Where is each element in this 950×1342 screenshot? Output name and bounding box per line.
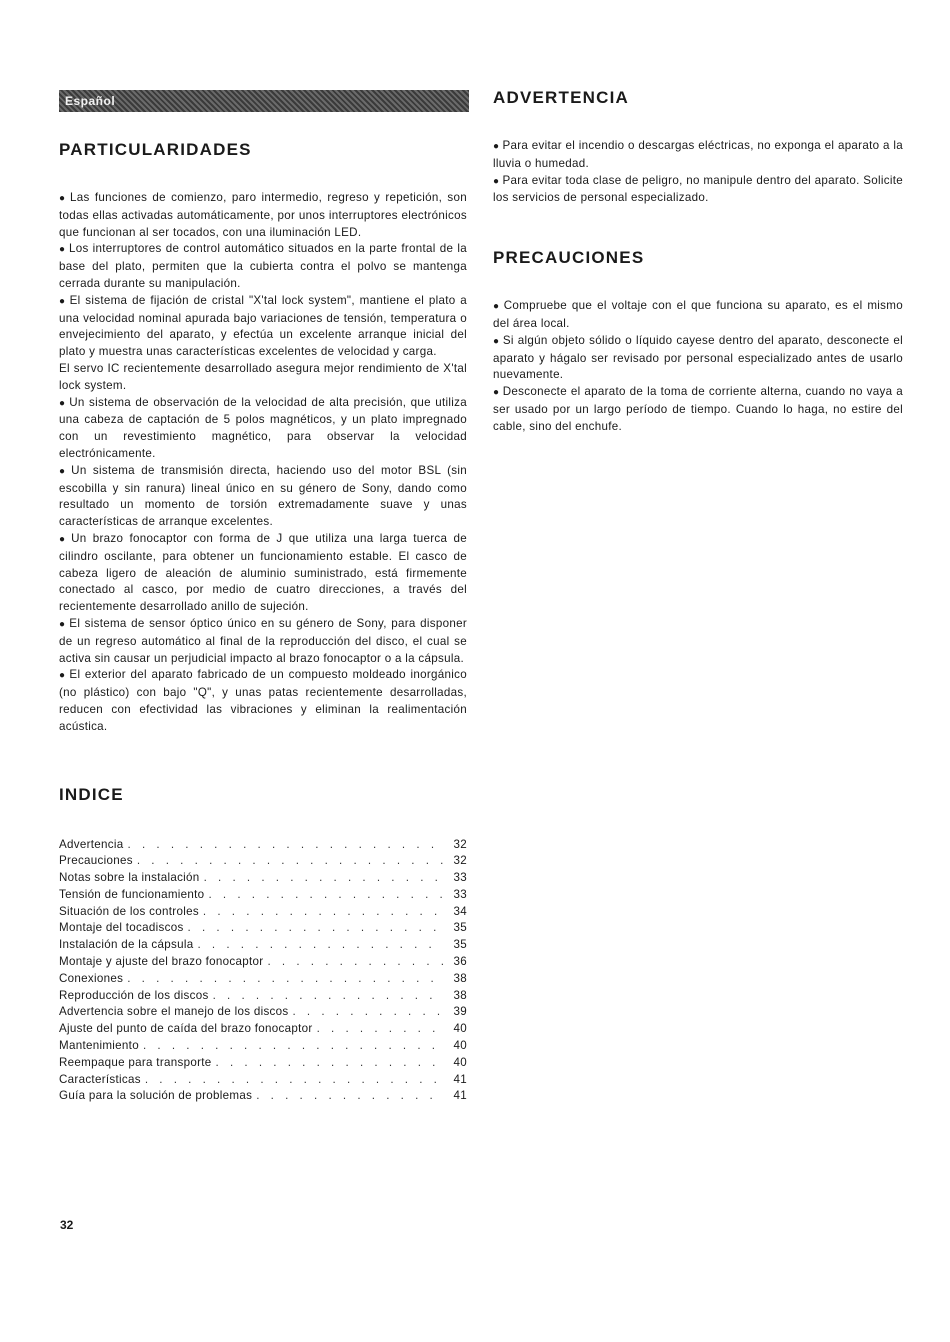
- toc-entry: Advertencia . . . 32: [59, 837, 467, 854]
- toc-entry: Conexiones . . . 38: [59, 971, 467, 988]
- list-item: ● Compruebe que el voltaje con el que funciona su aparato, es el mismo del área local.: [493, 299, 903, 330]
- list-item: ● Un sistema de observación de la velocidad de alta precisión, que utiliza una cabeza de captación de 5 polos magnéticos, y un plato impregnado con un revestimiento magnético, para observar la velocidad electrónicamente.: [59, 395, 467, 460]
- toc-leader: [216, 1055, 443, 1072]
- toc-entry: Advertencia sobre el manejo de los discos . . . 39: [59, 1004, 467, 1021]
- bullet-icon: ●: [493, 141, 500, 152]
- left-column: [59, 90, 467, 1105]
- toc-leader: [317, 1021, 443, 1038]
- bullet-icon: ●: [59, 397, 67, 409]
- toc-leader: [145, 1072, 443, 1089]
- page-number: 32: [60, 1218, 74, 1232]
- bullet-icon: ●: [493, 175, 500, 187]
- language-tab-label: Español: [65, 94, 116, 108]
- list-item: ● El sistema de fijación de cristal "X'tal lock system", mantiene el plato a una velocidad nominal apurada bajo variaciones de tensión, temperatura o envejecimiento del aparato, y efectúa un excelente arranque inicial del plato y muestra unas características excelentes de velocidad y carga.: [59, 293, 468, 359]
- toc-leader: [292, 1004, 443, 1021]
- toc-leader: [128, 837, 443, 854]
- list-item: El servo IC recientemente desarrollado asegura mejor rendimiento de X'tal lock system.: [59, 361, 467, 392]
- toc-leader: [267, 954, 443, 971]
- toc-leader: [256, 1088, 443, 1105]
- bullet-icon: ●: [59, 465, 69, 477]
- list-item: ● Para evitar toda clase de peligro, no manipule dentro del aparato. Solicite los servicios de personal especializado.: [493, 173, 903, 205]
- list-item: ● Un sistema de transmisión directa, haciendo uso del motor BSL (sin escobilla y sin ranura) lineal único en su género de Sony, dando como resultado un momento de torsión extremadamente suave y unas características de arranque excelentes.: [59, 463, 468, 529]
- toc-entry: Reempaque para transporte . . . 40: [59, 1055, 467, 1072]
- table-of-contents: [59, 837, 467, 1106]
- list-item: ● Si algún objeto sólido o líquido cayese dentro del aparato, desconecte el aparato y hágalo ser revisado por personal especializado antes de usarlo nuevamente.: [493, 333, 903, 382]
- bullet-icon: ●: [59, 618, 67, 630]
- toc-entry: Montaje y ajuste del brazo fonocaptor . . . 36: [59, 954, 467, 971]
- language-tab: [59, 90, 469, 112]
- particularidades-heading: PARTICULARIDADES: [59, 140, 252, 159]
- toc-entry: Ajuste del punto de caída del brazo fonocaptor . . . 40: [59, 1021, 467, 1038]
- toc-entry: Instalación de la cápsula . . . 35: [59, 937, 467, 954]
- toc-leader: [127, 971, 443, 988]
- toc-entry: Guía para la solución de problemas . . . 41: [59, 1088, 467, 1105]
- bullet-icon: ●: [59, 193, 68, 204]
- right-column: [493, 88, 903, 436]
- precauciones-list: [493, 298, 903, 435]
- list-item: ● Desconecte el aparato de la toma de corriente alterna, cuando no vaya a ser usado por un largo período de tiempo. Cuando lo haga, no estire del cable, sino del enchufe.: [493, 385, 903, 433]
- toc-entry: Montaje del tocadiscos . . . 35: [59, 920, 467, 937]
- bullet-icon: ●: [59, 295, 67, 307]
- toc-entry: Tensión de funcionamiento . . . 33: [59, 887, 467, 904]
- bullet-icon: ●: [493, 335, 500, 347]
- particularidades-list: [59, 190, 467, 736]
- toc-leader: [213, 988, 443, 1005]
- advertencia-list: [493, 138, 903, 207]
- toc-entry: Reproducción de los discos . . . 38: [59, 988, 467, 1005]
- toc-entry: Características . . . 41: [59, 1072, 467, 1089]
- list-item: ● Las funciones de comienzo, paro intermedio, regreso y repetición, son todas ellas activadas automáticamente, por unos interruptores electrónicos que funcionan al ser tocados, con una iluminación LED.: [59, 191, 467, 239]
- toc-leader: [137, 853, 443, 870]
- toc-leader: [208, 887, 443, 904]
- list-item: ● Los interruptores de control automático situados en la parte frontal de la base del plato, permiten que la cubierta contra el polvo se mantenga cerrada durante su manipulación.: [59, 242, 468, 290]
- toc-leader: [188, 920, 443, 937]
- bullet-icon: ●: [59, 533, 69, 545]
- bullet-icon: ●: [59, 670, 67, 682]
- toc-entry: Precauciones . . . 32: [59, 853, 467, 870]
- indice-heading: INDICE: [59, 784, 124, 804]
- toc-leader: [143, 1038, 443, 1055]
- toc-leader: [204, 870, 443, 887]
- list-item: ● El exterior del aparato fabricado de un compuesto moldeado inorgánico (no plástico) con bajo "Q", y unas patas recientemente desarrolladas, reducen con efectividad las vibraciones y eliminan la realimentación acústica.: [59, 668, 467, 733]
- toc-leader: [197, 937, 443, 954]
- list-item: ● El sistema de sensor óptico único en su género de Sony, para disponer de un regreso automático al final de la reproducción del disco, el cual se activa sin causar un perjudicial impacto al brazo fonocaptor o a la cápsula.: [59, 616, 467, 665]
- toc-entry: Mantenimiento . . . 40: [59, 1038, 467, 1055]
- bullet-icon: ●: [59, 244, 66, 256]
- toc-leader: [203, 904, 443, 921]
- bullet-icon: ●: [493, 301, 501, 313]
- precauciones-heading: PRECAUCIONES: [493, 248, 645, 268]
- list-item: ● Para evitar el incendio o descargas eléctricas, no exponga el aparato a la lluvia o humedad.: [493, 139, 903, 170]
- list-item: ● Un brazo fonocaptor con forma de J que utiliza una larga tuerca de cilindro oscilante, para obtener un funcionamiento estable. El casco de cabeza ligero de aleación de aluminio suministrado, está firmemente conectado al casco, por medio de cuatro direcciones, a través del recientemente desarrollado anillo de sujeción.: [59, 531, 467, 614]
- bullet-icon: ●: [493, 387, 500, 399]
- toc-entry: Notas sobre la instalación . . . 33: [59, 870, 467, 887]
- advertencia-heading: ADVERTENCIA: [493, 88, 629, 107]
- toc-entry: Situación de los controles . . . 34: [59, 904, 467, 921]
